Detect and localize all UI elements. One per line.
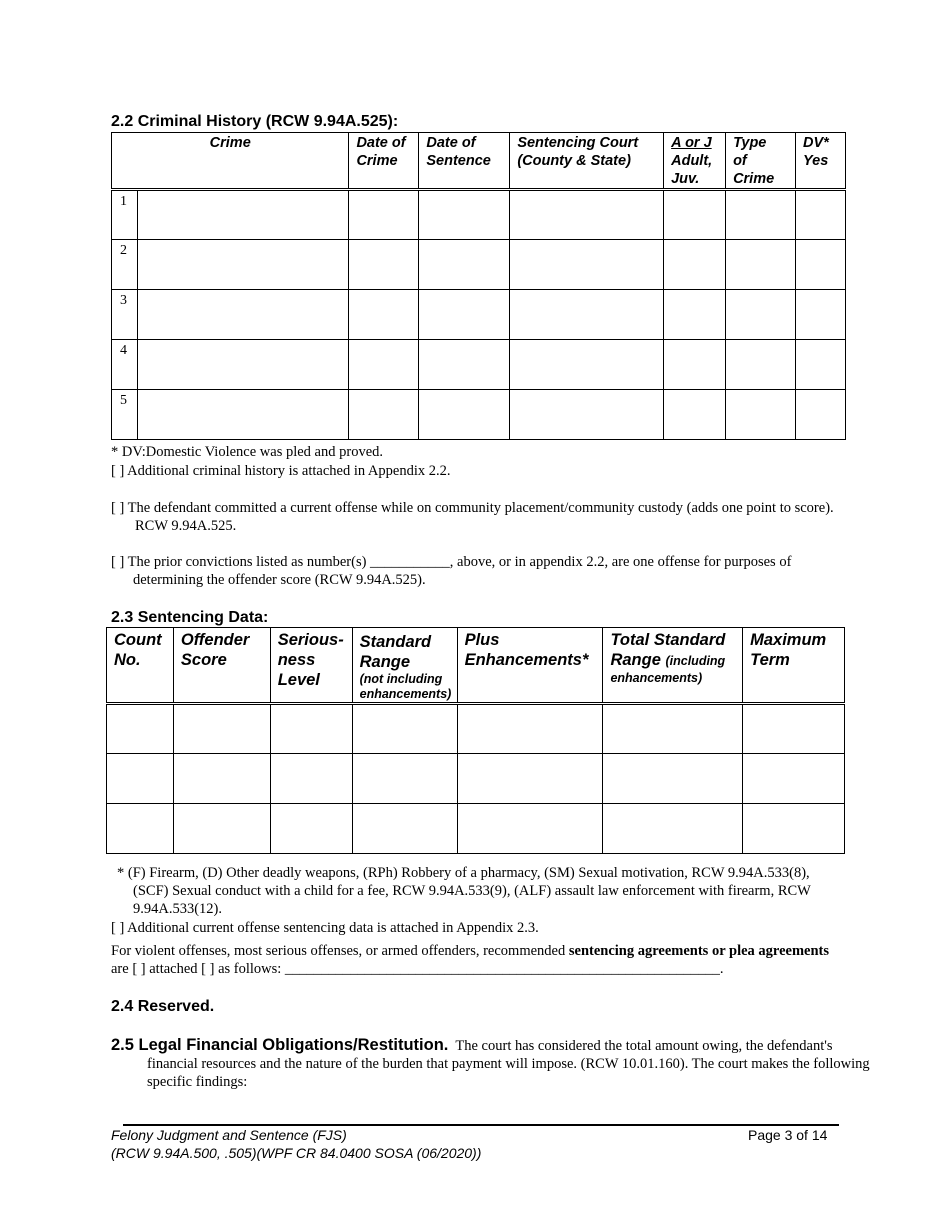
community-placement-clause: [ ] The defendant committed a current offense while on community placement/community custody (adds one point to score). RCW 9.94A.525. — [111, 500, 834, 534]
footer-page-number: Page 3 of 14 — [748, 1127, 828, 1143]
column-header-offender-score — [173, 628, 270, 704]
date-of-sentence-cell[interactable] — [419, 390, 510, 440]
column-header-maximum-term — [743, 628, 845, 704]
offender-score-cell[interactable] — [173, 754, 270, 804]
sentencing-court-cell[interactable] — [510, 240, 664, 290]
sentencing-data-table — [106, 627, 845, 854]
plus-enhancements-cell[interactable] — [457, 754, 603, 804]
offender-score-line1: Offender — [180, 631, 250, 649]
seriousness-line2: ness — [277, 651, 316, 669]
sentencing-court-cell[interactable] — [510, 190, 664, 240]
a-or-j-cell[interactable] — [664, 390, 726, 440]
sentencing-court-line1: Sentencing Court — [517, 135, 639, 151]
crime-cell[interactable] — [137, 390, 348, 440]
column-header-date-of-sentence — [419, 133, 510, 190]
total-range-note-line2: enhancements) — [610, 671, 703, 685]
column-header-sentencing-court — [510, 133, 664, 190]
row-number: 2 — [112, 240, 138, 290]
section-2-4-heading: 2.4 Reserved. — [111, 998, 215, 1015]
dv-cell[interactable] — [796, 340, 846, 390]
standard-range-cell[interactable] — [352, 754, 457, 804]
prior-convictions-clause: [ ] The prior convictions listed as number(s) ___________, above, or in appendix 2.2, are one offense for purposes of determining the offender score (RCW 9.94A.525). — [111, 554, 792, 588]
footer-citation: (RCW 9.94A.500, .505)(WPF CR 84.0400 SOSA (06/2020)) — [111, 1145, 482, 1161]
date-of-crime-cell[interactable] — [349, 390, 419, 440]
date-of-sentence-cell[interactable] — [419, 290, 510, 340]
maximum-term-cell[interactable] — [743, 804, 845, 854]
total-standard-range-cell[interactable] — [603, 804, 743, 854]
date-of-sentence-line1: Date of — [426, 135, 476, 151]
sentencing-court-cell[interactable] — [510, 290, 664, 340]
dv-footnote: * DV:Domestic Violence was pled and proved. — [111, 444, 384, 460]
type-of-crime-cell[interactable] — [726, 390, 796, 440]
dv-line1: DV* — [803, 135, 829, 151]
date-of-sentence-cell[interactable] — [419, 240, 510, 290]
row-number: 1 — [112, 190, 138, 240]
a-or-j-cell[interactable] — [664, 290, 726, 340]
sentencing-court-cell[interactable] — [510, 340, 664, 390]
standard-range-note-line1: (not including — [359, 672, 443, 686]
criminal-history-row — [112, 390, 846, 440]
criminal-history-row — [112, 240, 846, 290]
seriousness-level-cell[interactable] — [270, 704, 352, 754]
column-header-count-no — [107, 628, 174, 704]
a-or-j-line1: A or J — [671, 135, 712, 151]
sentencing-data-row — [107, 704, 845, 754]
type-of-crime-cell[interactable] — [726, 240, 796, 290]
date-of-crime-line2: Crime — [356, 153, 398, 169]
offender-score-cell[interactable] — [173, 704, 270, 754]
enhancements-footnote: * (F) Firearm, (D) Other deadly weapons, (RPh) Robbery of a pharmacy, (SM) Sexual motivation, RCW 9.94A.533(8), (SCF) Sexual conduct with a child for a fee, RCW 9.94A.533(9), (ALF) assault law enforcement with firearm, RCW 9.94A.533(12). — [117, 865, 811, 917]
type-of-crime-cell[interactable] — [726, 290, 796, 340]
footer-title: Felony Judgment and Sentence (FJS) — [111, 1127, 347, 1143]
count-no-cell[interactable] — [107, 754, 174, 804]
date-of-sentence-cell[interactable] — [419, 340, 510, 390]
seriousness-line1: Serious- — [277, 631, 344, 649]
crime-cell[interactable] — [137, 190, 348, 240]
plus-enhancements-line1: Plus — [464, 631, 500, 649]
column-header-date-of-crime — [349, 133, 419, 190]
maximum-term-line2: Term — [750, 651, 790, 669]
count-no-line2: No. — [114, 651, 141, 669]
standard-range-cell[interactable] — [352, 804, 457, 854]
plea-bold-2: agreements — [758, 943, 830, 959]
row-number: 4 — [112, 340, 138, 390]
total-range-line1: Total Standard — [610, 631, 726, 649]
dv-cell[interactable] — [796, 390, 846, 440]
plus-enhancements-cell[interactable] — [457, 804, 603, 854]
a-or-j-line3: Juv. — [671, 171, 700, 187]
section-2-5-paragraph — [111, 1036, 877, 1091]
criminal-history-row — [112, 290, 846, 340]
seriousness-line3: Level — [277, 671, 320, 689]
sentencing-data-row — [107, 754, 845, 804]
plea-text-1: For violent offenses, most serious offenses, or armed offenders, recommended — [111, 943, 569, 959]
criminal-history-row — [112, 190, 846, 240]
column-header-total-standard-range — [603, 628, 743, 704]
column-header-dv — [796, 133, 846, 190]
plus-enhancements-cell[interactable] — [457, 704, 603, 754]
date-of-crime-cell[interactable] — [349, 240, 419, 290]
criminal-history-row — [112, 340, 846, 390]
criminal-history-table — [111, 132, 846, 440]
criminal-history-header-row — [112, 133, 846, 190]
offender-score-cell[interactable] — [173, 804, 270, 854]
column-header-standard-range — [352, 628, 457, 704]
crime-cell[interactable] — [137, 340, 348, 390]
seriousness-level-cell[interactable] — [270, 754, 352, 804]
standard-range-note-line2: enhancements) — [359, 687, 452, 701]
standard-range-line1: Standard — [359, 633, 432, 651]
sentencing-data-row — [107, 804, 845, 854]
date-of-crime-line1: Date of — [356, 135, 406, 151]
dv-cell[interactable] — [796, 190, 846, 240]
dv-cell[interactable] — [796, 240, 846, 290]
crime-cell[interactable] — [137, 240, 348, 290]
column-header-a-or-j — [664, 133, 726, 190]
standard-range-cell[interactable] — [352, 704, 457, 754]
footer-divider — [123, 1124, 839, 1126]
standard-range-line2: Range — [359, 653, 411, 671]
type-of-crime-line1: Type — [733, 135, 767, 151]
column-header-type-of-crime — [726, 133, 796, 190]
row-number: 5 — [112, 390, 138, 440]
a-or-j-line2: Adult, — [671, 153, 713, 169]
total-range-line2: Range — [610, 651, 661, 669]
type-of-crime-line2: of — [733, 153, 747, 169]
a-or-j-cell[interactable] — [664, 340, 726, 390]
total-standard-range-cell[interactable] — [603, 754, 743, 804]
plea-bold-1: sentencing agreements or plea — [568, 943, 755, 959]
column-header-crime — [112, 133, 349, 190]
column-header-seriousness-level — [270, 628, 352, 704]
type-of-crime-line3: Crime — [733, 171, 775, 187]
criminal-history-appendix-note: [ ] Additional criminal history is attached in Appendix 2.2. — [111, 463, 451, 479]
seriousness-level-cell[interactable] — [270, 804, 352, 854]
section-2-3-heading: 2.3 Sentencing Data: — [111, 609, 269, 626]
maximum-term-cell[interactable] — [743, 704, 845, 754]
type-of-crime-cell[interactable] — [726, 340, 796, 390]
date-of-sentence-cell[interactable] — [419, 190, 510, 240]
dv-cell[interactable] — [796, 290, 846, 340]
count-no-cell[interactable] — [107, 804, 174, 854]
row-number: 3 — [112, 290, 138, 340]
section-2-5-text: The court has considered the total amount owing, the defendant's financial resources and the nature of the burden that payment will impose. (RCW 10.01.160). The court makes the following specific findings: — [147, 1038, 870, 1090]
type-of-crime-cell[interactable] — [726, 190, 796, 240]
plus-enhancements-line2: Enhancements* — [464, 651, 589, 669]
section-2-2-heading: 2.2 Criminal History (RCW 9.94A.525): — [111, 113, 399, 130]
count-no-line1: Count — [114, 631, 162, 649]
column-header-plus-enhancements — [457, 628, 603, 704]
total-standard-range-cell[interactable] — [603, 704, 743, 754]
section-2-5-heading: 2.5 Legal Financial Obligations/Restitution. — [111, 1036, 449, 1054]
dv-line2: Yes — [803, 153, 829, 169]
sentencing-data-appendix-note: [ ] Additional current offense sentencing data is attached in Appendix 2.3. — [111, 920, 539, 936]
count-no-cell[interactable] — [107, 704, 174, 754]
total-range-note-line1: (including — [665, 654, 726, 668]
a-or-j-cell[interactable] — [664, 190, 726, 240]
date-of-crime-cell[interactable] — [349, 340, 419, 390]
sentencing-court-cell[interactable] — [510, 390, 664, 440]
offender-score-line2: Score — [180, 651, 227, 669]
plea-text-2: are [ ] attached [ ] as follows: ____________________________________________________________. — [111, 961, 724, 977]
maximum-term-cell[interactable] — [743, 754, 845, 804]
crime-header-label: Crime — [209, 135, 251, 151]
date-of-crime-cell[interactable] — [349, 290, 419, 340]
plea-agreements-clause — [111, 942, 841, 978]
date-of-sentence-line2: Sentence — [426, 153, 491, 169]
crime-cell[interactable] — [137, 290, 348, 340]
maximum-term-line1: Maximum — [750, 631, 827, 649]
sentencing-court-line2: (County & State) — [517, 153, 631, 169]
date-of-crime-cell[interactable] — [349, 190, 419, 240]
a-or-j-cell[interactable] — [664, 240, 726, 290]
sentencing-data-header-row — [107, 628, 845, 704]
